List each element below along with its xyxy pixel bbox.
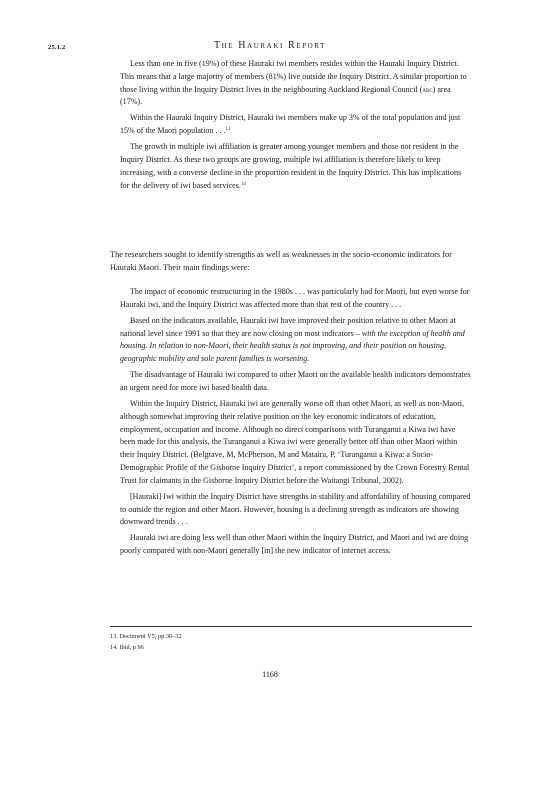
quote-paragraph: Within the Inquiry District, Hauraki iwi are generally worse off than other Maori, as well as non-Maori, although somewhat improving their relative position on the key economic indicators of education, employment, occupation and income. Although no direct comparisons with Turanganui a Kiwa iwi have been made for this analysis, the Turanganui a Kiwa iwi were generally better off than other Maori within their Inquiry District. (Belgrave, M, McPherson, M and Mataira, P, ‘Turanganui a Kiwa: a Socio-Demographic Profile of the Gisborne Inquiry District’, a report commissioned by the Crown Forestry Rental Trust for claimants in the Gisborne Inquiry District before the Waitangi Tribunal, 2002).: [120, 398, 470, 485]
footnote-13: 13. Document V5, pp 30–32: [110, 633, 182, 640]
quote-paragraph: Within the Hauraki Inquiry District, Hauraki iwi members make up 3% of the total population and just 15% of the Maori population . . .$^{13}$: [120, 113, 461, 136]
footnote-divider: [110, 626, 472, 627]
section-number: 25.1.2: [48, 44, 66, 51]
quote-paragraph: Less than one in five (19%) of these Hauraki iwi members resides within the Hauraki Inquiry District. This means that a large majority of members (81%) live outside the Inquiry District. A similar proportion to those living within the Inquiry District lives in the neighbouring Auckland Regional Council (arc) area (17%).: [120, 59, 467, 107]
block-quote-1: [120, 58, 472, 196]
quote-paragraph: The impact of economic restructuring in the 1980s . . . was particularly bad for Maori, but even worse for Hauraki iwi, and the Inquiry District was affected more than that rest of the country . . .: [120, 287, 470, 309]
quote-paragraph: [Hauraki] Iwi within the Inquiry District have strengths in stability and affordability of housing compared to outside the region and other Maori. However, housing is a declining strength as indicators are showing downward trends . . .: [120, 491, 471, 527]
footnote-ref-13[interactable]: 13: [225, 127, 231, 133]
page-number: 1168: [262, 670, 278, 679]
body-paragraph: [110, 248, 472, 274]
body-text: The researchers sought to identify strengths as well as weaknesses in the socio-economic indicators for Hauraki Maori. Their main findings were:: [110, 250, 452, 272]
quote-paragraph: The disadvantage of Hauraki iwi compared to other Maori on the available health indicators demonstrates an urgent need for more iwi based health data.: [120, 370, 471, 392]
quote-paragraph: The growth in multiple iwi affiliation is greater among younger members and those not resident in the Inquiry District. As these two groups are growing, multiple iwi affiliation is therefore likely to keep increasing, with a converse decline in the proportion resident in the Inquiry District. This has implications for the delivery of iwi based services.$^{14}$: [120, 142, 462, 190]
quote-paragraph: Based on the indicators available, Hauraki iwi have improved their position relative to other Maori at national level since 1991 so that they are now closing on most indicators – with the exception of health and housing. In relation to non-Maori, their health status is not improving, and their position on housing, geographic mobility and sole parent families is worsening.: [120, 315, 465, 364]
quote-paragraph: Hauraki iwi are doing less well than other Maori within the Inquiry District, and Maori and iwi are doing poorly compared with non-Maori generally [in] the new indicator of internet access.: [120, 533, 469, 556]
footnotes: [110, 631, 472, 653]
footnote-ref-14[interactable]: 14: [240, 181, 246, 187]
block-quote-2: [120, 286, 472, 561]
running-head: The Hauraki Report: [213, 40, 327, 51]
footnote-14: 14. Ibid, p 96: [110, 644, 144, 651]
